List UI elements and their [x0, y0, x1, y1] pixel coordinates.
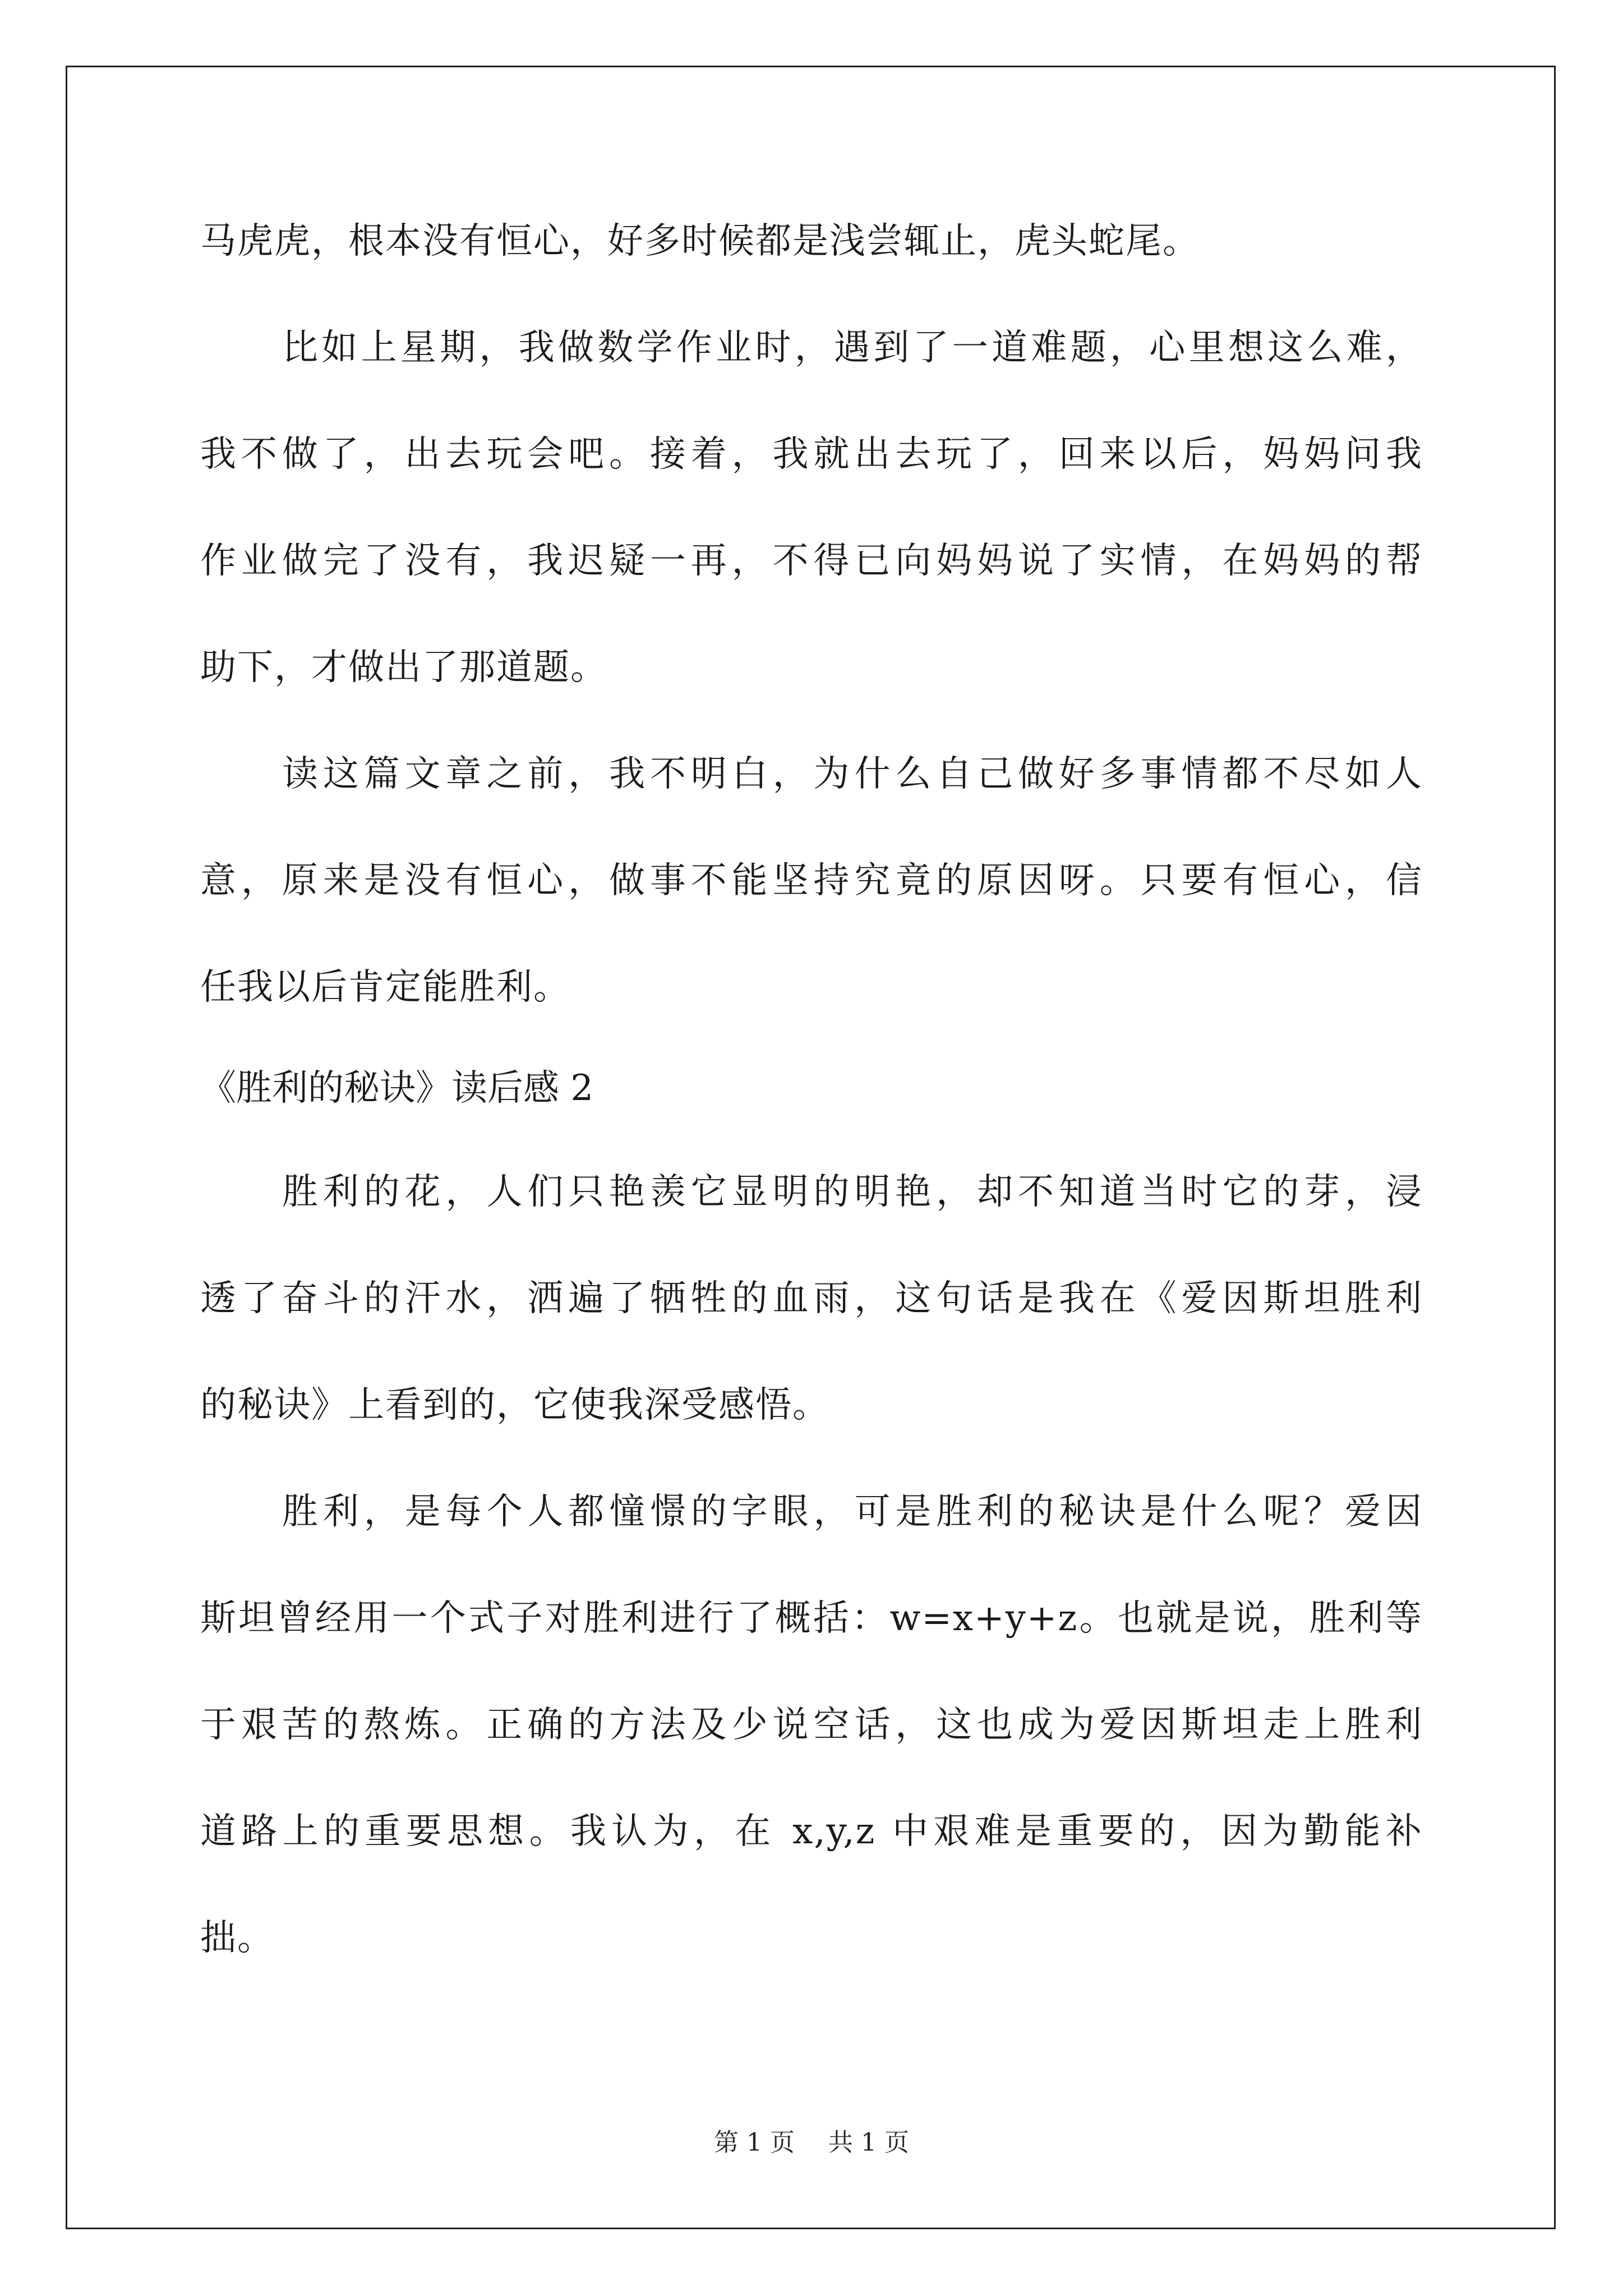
- text-line: 道路上的重要思想。我认为，在 x,y,z 中艰难是重要的，因为勤能补: [200, 1811, 1423, 1852]
- text-line: 比如上星期，我做数学作业时，遇到了一道难题，心里想这么难，: [282, 327, 1423, 369]
- page-number: 第 1 页: [714, 2128, 795, 2157]
- page-total: 共 1 页: [828, 2128, 909, 2157]
- text-line: 作业做完了没有，我迟疑一再，不得已向妈妈说了实情，在妈妈的帮: [200, 540, 1423, 582]
- text-line: 任我以后肯定能胜利。: [200, 967, 570, 1008]
- text-line: 拙。: [200, 1917, 274, 1959]
- text-line: 胜利的花，人们只艳羡它显明的明艳，却不知道当时它的芽，浸: [282, 1171, 1423, 1213]
- text-line: 马虎虎，根本没有恒心，好多时候都是浅尝辄止，虎头蛇尾。: [200, 220, 1200, 262]
- text-line: 意，原来是没有恒心，做事不能坚持究竟的原因呀。只要有恒心，信: [200, 860, 1423, 901]
- page-footer: [0, 2126, 1623, 2160]
- text-line: 我不做了，出去玩会吧。接着，我就出去玩了，回来以后，妈妈问我: [200, 434, 1423, 475]
- text-line: 透了奋斗的汗水，洒遍了牺牲的血雨，这句话是我在《爱因斯坦胜利: [200, 1278, 1423, 1319]
- text-line: 于艰苦的熬炼。正确的方法及少说空话，这也成为爱因斯坦走上胜利: [200, 1704, 1423, 1746]
- text-line: 助下，才做出了那道题。: [200, 647, 607, 688]
- text-line: 胜利，是每个人都憧憬的字眼，可是胜利的秘诀是什么呢？爱因: [282, 1491, 1423, 1533]
- page-border: [66, 66, 1556, 2229]
- text-line: 的秘诀》上看到的，它使我深受感悟。: [200, 1384, 829, 1426]
- text-line: 读这篇文章之前，我不明白，为什么自己做好多事情都不尽如人: [282, 753, 1423, 795]
- section-heading: 《胜利的秘诀》读后感 2: [200, 1068, 594, 1109]
- text-line: 斯坦曾经用一个式子对胜利进行了概括：w=x+y+z。也就是说，胜利等: [200, 1598, 1423, 1639]
